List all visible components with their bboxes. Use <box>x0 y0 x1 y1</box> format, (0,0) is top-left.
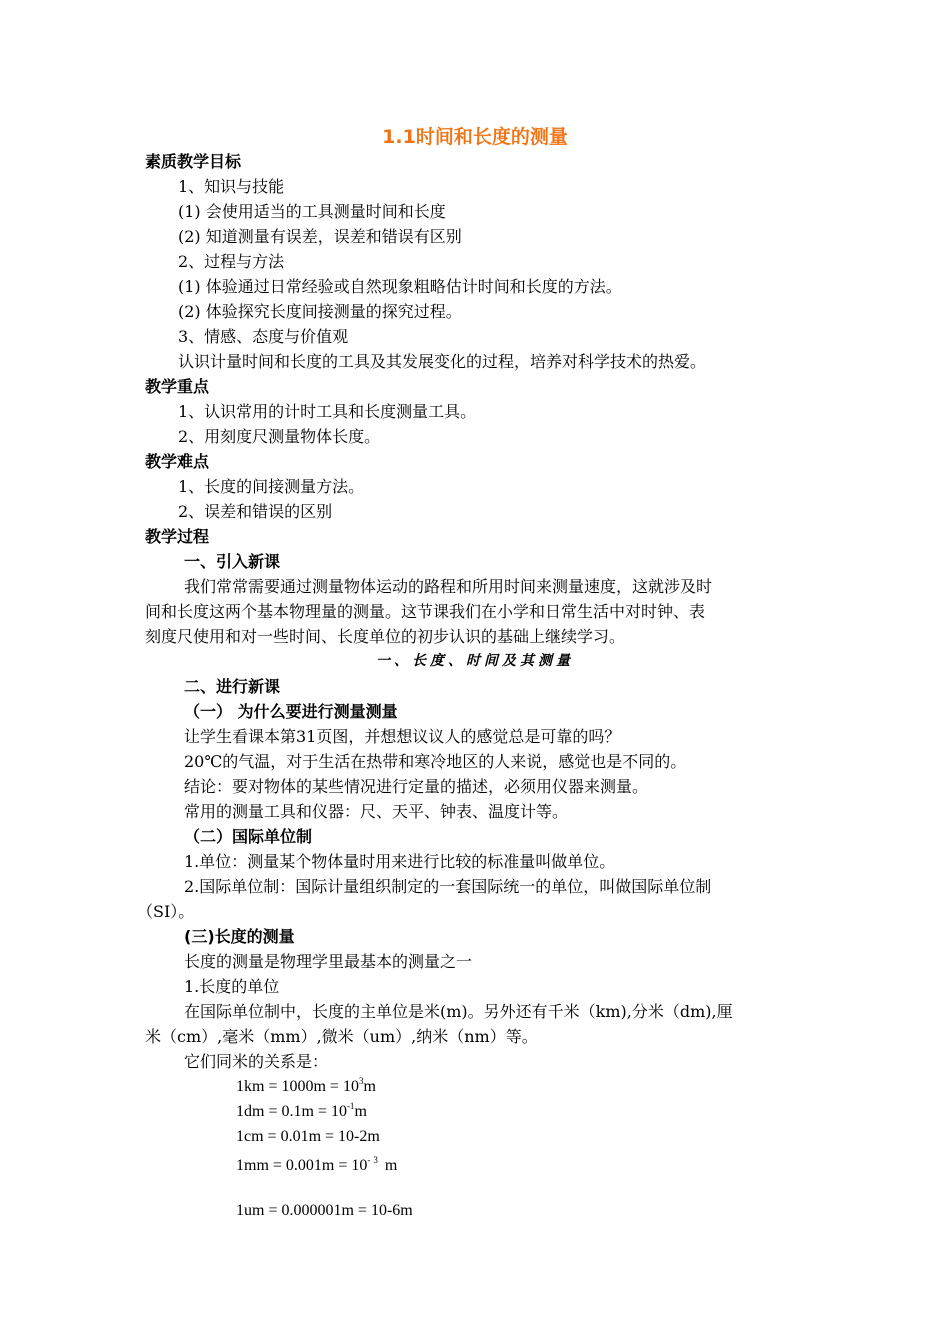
text-line: 间和长度这两个基本物理量的测量。这节课我们在小学和日常生活中对时钟、表 <box>145 602 706 621</box>
subheading-length: (三)长度的测量 <box>184 927 295 946</box>
subheading-why-measure: （一） 为什么要进行测量测量 <box>184 702 398 721</box>
text-line: 20℃的气温，对于生活在热带和寒冷地区的人来说，感觉也是不同的。 <box>184 752 687 771</box>
text-line: 常用的测量工具和仪器：尺、天平、钟表、温度计等。 <box>184 802 569 821</box>
text-line: (2) 体验探究长度间接测量的探究过程。 <box>178 302 462 321</box>
heading-key-points: 教学重点 <box>145 377 210 396</box>
equation-cm: 1cm = 0.01m = 10-2m <box>236 1128 380 1145</box>
text-line: 我们常常需要通过测量物体运动的路程和所用时间来测量速度，这就涉及时 <box>184 577 713 596</box>
text-line: (1) 体验通过日常经验或自然现象粗略估计时间和长度的方法。 <box>178 277 622 296</box>
subheading-si: （二）国际单位制 <box>184 827 313 846</box>
text-line: 2.国际单位制：国际计量组织制定的一套国际统一的单位，叫做国际单位制 <box>184 877 712 896</box>
text-line: 刻度尺使用和对一些时间、长度单位的初步认识的基础上继续学习。 <box>145 627 626 646</box>
text-line: 1、知识与技能 <box>178 177 285 196</box>
heading-objectives: 素质教学目标 <box>145 152 242 171</box>
subheading-new-lesson: 二、进行新课 <box>184 677 281 696</box>
text-line: 认识计量时间和长度的工具及其发展变化的过程，培养对科学技术的热爱。 <box>178 352 707 371</box>
text-line: 1.长度的单位 <box>184 977 280 996</box>
text-line: 结论：要对物体的某些情况进行定量的描述，必须用仪器来测量。 <box>184 777 649 796</box>
heading-process: 教学过程 <box>145 527 210 546</box>
text-line: 让学生看课本第31页图，并想想议议人的感觉总是可靠的吗？ <box>184 727 621 746</box>
text-line: 3、情感、态度与价值观 <box>178 327 349 346</box>
text-line: 长度的测量是物理学里最基本的测量之一 <box>184 952 473 971</box>
text-line: 在国际单位制中，长度的主单位是米(m)。另外还有千米（km),分米（dm),厘 <box>184 1002 733 1021</box>
page-title: 1.1时间和长度的测量 <box>382 126 568 148</box>
subheading-intro: 一、引入新课 <box>184 552 281 571</box>
text-line: (2) 知道测量有误差，误差和错误有区别 <box>178 227 462 246</box>
equation-dm: $1dm = 0.1m = 10^{-1}m$ <box>236 1101 367 1120</box>
equation-um: 1um = 0.000001m = 10-6m <box>236 1202 413 1219</box>
heading-difficulties: 教学难点 <box>145 452 210 471</box>
section-heading-center: 一、长度、时间及其测量 <box>376 653 574 669</box>
text-line: 1、认识常用的计时工具和长度测量工具。 <box>178 402 477 421</box>
text-line: 2、过程与方法 <box>178 252 285 271</box>
text-line: 它们同米的关系是： <box>184 1052 329 1071</box>
text-line: 米（cm）,毫米（mm）,微米（um）,纳米（nm）等。 <box>145 1027 538 1046</box>
text-line: 1.单位：测量某个物体量时用来进行比较的标准量叫做单位。 <box>184 852 616 871</box>
text-line: 2、用刻度尺测量物体长度。 <box>178 427 381 446</box>
text-line: 2、误差和错误的区别 <box>178 502 333 521</box>
equation-mm: $1mm = 0.001m = 10^{-3}$ m <box>236 1155 398 1174</box>
equation-km: $1km = 1000m = 10^3m$ <box>236 1076 376 1095</box>
text-line: 1、长度的间接测量方法。 <box>178 477 365 496</box>
text-line: （SI）。 <box>137 902 195 921</box>
text-line: (1) 会使用适当的工具测量时间和长度 <box>178 202 446 221</box>
